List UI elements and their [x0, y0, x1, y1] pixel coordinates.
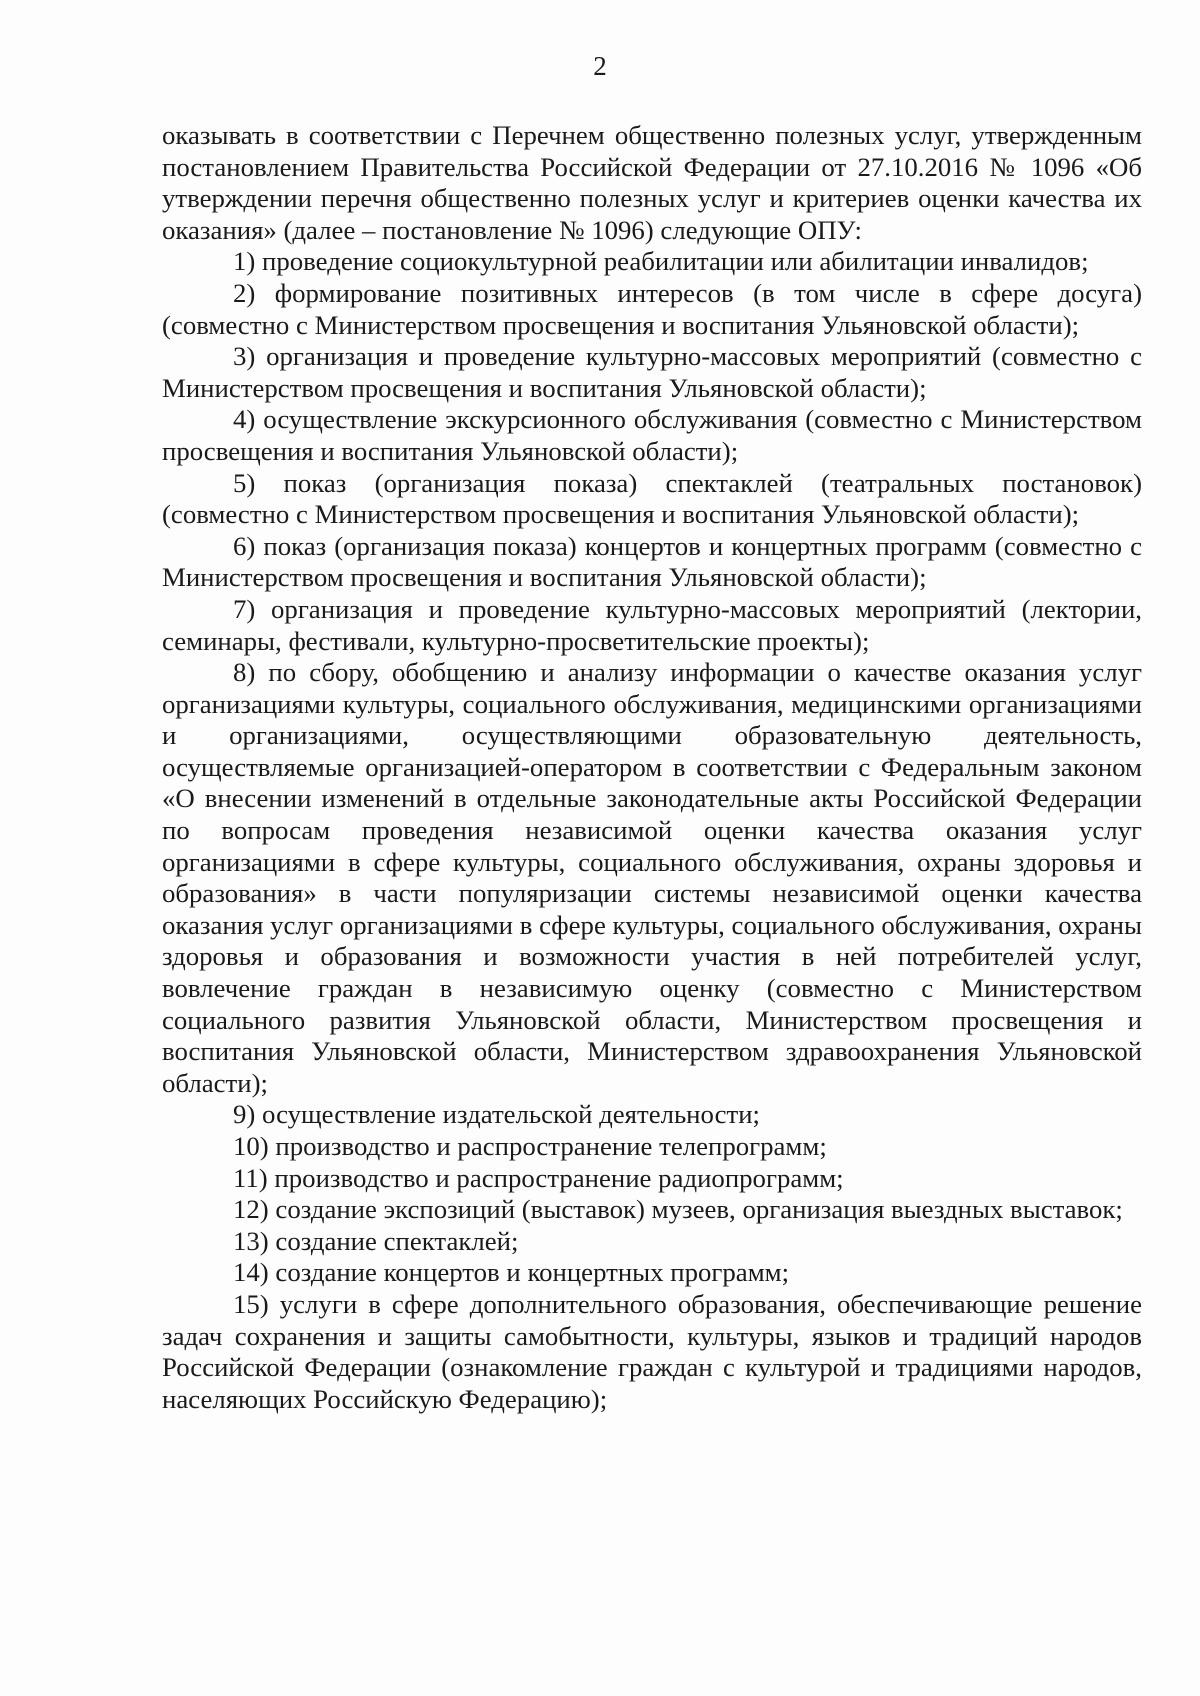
document-body — [162, 120, 1142, 1415]
page-number: 2 — [593, 51, 607, 81]
list-item: 3) организация и проведение культурно-массовых мероприятий (совместно с Министерством просвещения и воспитания Ульяновской области); — [162, 341, 1142, 403]
list-item: 2) формирование позитивных интересов (в том числе в сфере досуга) (совместно с Министерством просвещения и воспитания Ульяновской области); — [162, 277, 1142, 340]
list-item: 14) создание концертов и концертных программ; — [233, 1257, 790, 1288]
list-item: 11) производство и распространение радиопрограмм; — [233, 1162, 844, 1193]
list-item: 6) показ (организация показа) концертов и концертных программ (совместно с Министерством просвещения и воспитания Ульяновской области); — [162, 530, 1142, 593]
list-item: 4) осуществление экскурсионного обслуживания (совместно с Министерством просвещения и воспитания Ульяновской области); — [162, 404, 1142, 466]
list-item: 5) показ (организация показа) спектаклей (театральных постановок) (совместно с Министерством просвещения и воспитания Ульяновской области); — [162, 467, 1142, 530]
intro-paragraph: оказывать в соответствии с Перечнем общественно полезных услуг, утвержденным постановлением Правительства Российской Федерации от 27.10.2016 № 1096 «Об утверждении перечня общественно полезных услуг и критериев оценки качества их оказания» (далее – постановление № 1096) следующие ОПУ: — [162, 120, 1142, 245]
list-item: 9) осуществление издательской деятельности; — [233, 1099, 760, 1130]
list-item: 13) создание спектаклей; — [233, 1225, 519, 1256]
list-item: 7) организация и проведение культурно-массовых мероприятий (лектории, семинары, фестивали, культурно-просветительские проекты); — [162, 593, 1142, 656]
list-item: 8) по сбору, обобщению и анализу информации о качестве оказания услуг организациями культуры, социального обслуживания, медицинскими организациями и организациями, осуществляющими образовательную деятельность, осуществляемые организацией-оператором в соответствии с Федеральным законом «О внесении изменений в отдельные законодательные акты Российской Федерации по вопросам проведения независимой оценки качества оказания услуг организациями в сфере культуры, социального обслуживания, охраны здоровья и образования» в части популяризации системы независимой оценки качества оказания услуг организациями в сфере культуры, социального обслуживания, охраны здоровья и образования и возможности участия в ней потребителей услуг, вовлечение граждан в независимую оценку (совместно с Министерством социального развития Ульяновской области, Министерством просвещения и воспитания Ульяновской области, Министерством здравоохранения Ульяновской области); — [162, 657, 1142, 1098]
list-item: 12) создание экспозиций (выставок) музеев, организация выездных выставок; — [233, 1194, 1123, 1225]
list-item: 15) услуги в сфере дополнительного образования, обеспечивающие решение задач сохранения и защиты самобытности, культуры, языков и традиций народов Российской Федерации (ознакомление граждан с культурой и традициями народов, населяющих Российскую Федерацию); — [162, 1288, 1142, 1414]
list-item: 1) проведение социокультурной реабилитации или абилитации инвалидов; — [233, 246, 1089, 277]
list-item: 10) производство и распространение телепрограмм; — [233, 1131, 827, 1161]
